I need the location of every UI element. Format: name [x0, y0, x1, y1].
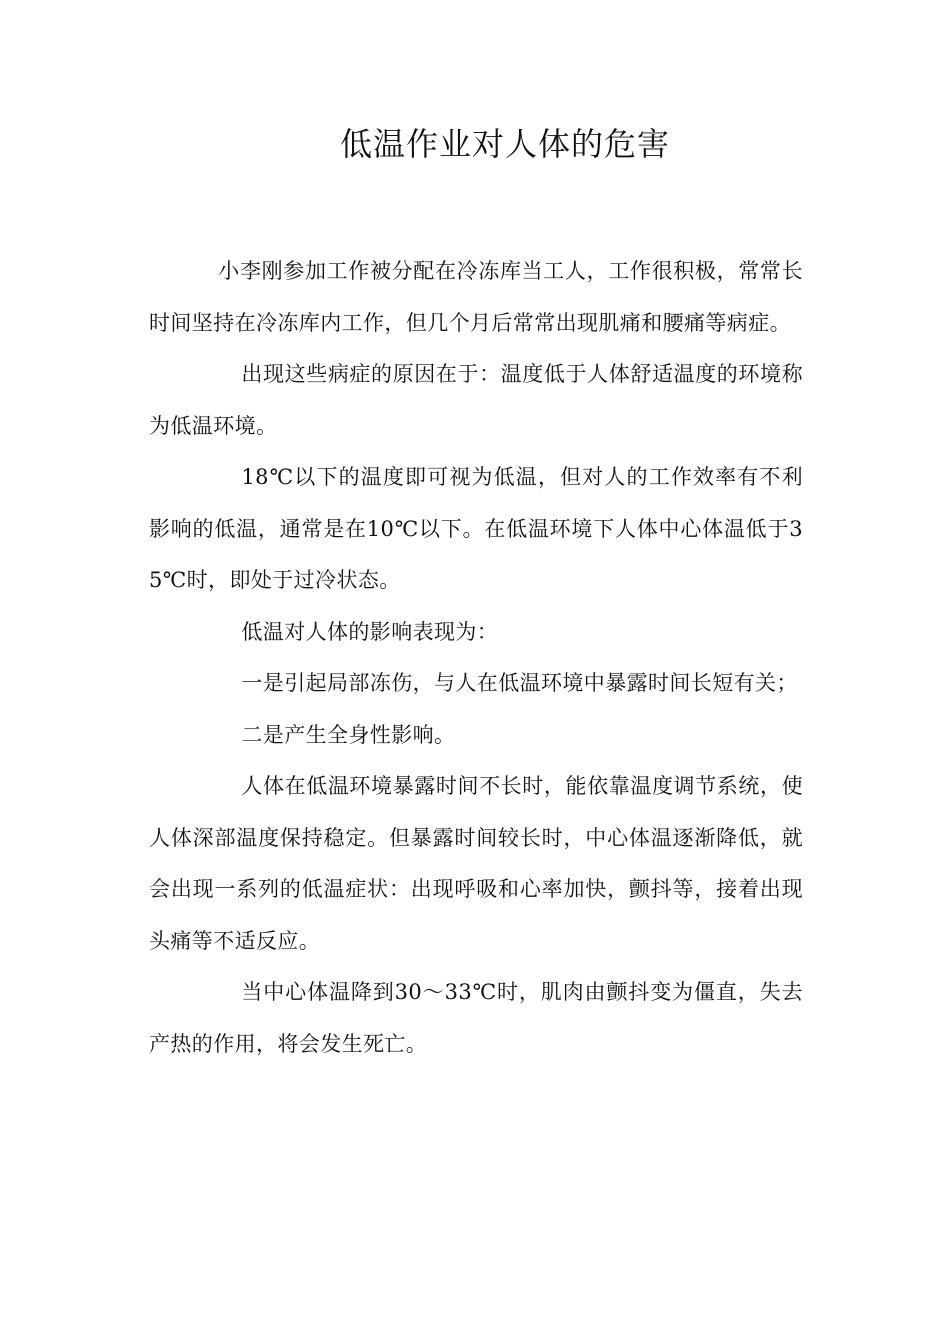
- paragraph-symptoms: 人体在低温环境暴露时间不长时，能依靠温度调节系统，使人体深部温度保持稳定。但暴露时间较长时，中心体温逐渐降低，就会出现一系列的低温症状：出现呼吸和心率加快，颤抖等，接着出现头痛等不适反应。: [149, 774, 803, 953]
- paragraph-cause: 出现这些病症的原因在于：温度低于人体舒适温度的环境称为低温环境。: [149, 362, 803, 438]
- document-title: 低温作业对人体的危害: [339, 125, 670, 163]
- paragraph-intro: 小李刚参加工作被分配在冷冻库当工人，工作很积极，常常长时间坚持在冷冻库内工作，但几个月后常常出现肌痛和腰痛等病症。: [149, 259, 803, 335]
- paragraph-definition: 18℃以下的温度即可视为低温，但对人的工作效率有不利影响的低温，通常是在10℃以下。在低温环境下人体中心体温低于35℃时，即处于过冷状态。: [149, 465, 803, 592]
- paragraph-effects-heading: 低温对人体的影响表现为：: [241, 619, 499, 644]
- document-body: [149, 246, 803, 1070]
- paragraph-effect-two: 二是产生全身性影响。: [241, 722, 456, 747]
- paragraph-effect-one: 一是引起局部冻伤，与人在低温环境中暴露时间长短有关；: [241, 671, 798, 695]
- paragraph-fatal: 当中心体温降到30～33℃时，肌肉由颤抖变为僵直，失去产热的作用，将会发生死亡。: [149, 980, 803, 1056]
